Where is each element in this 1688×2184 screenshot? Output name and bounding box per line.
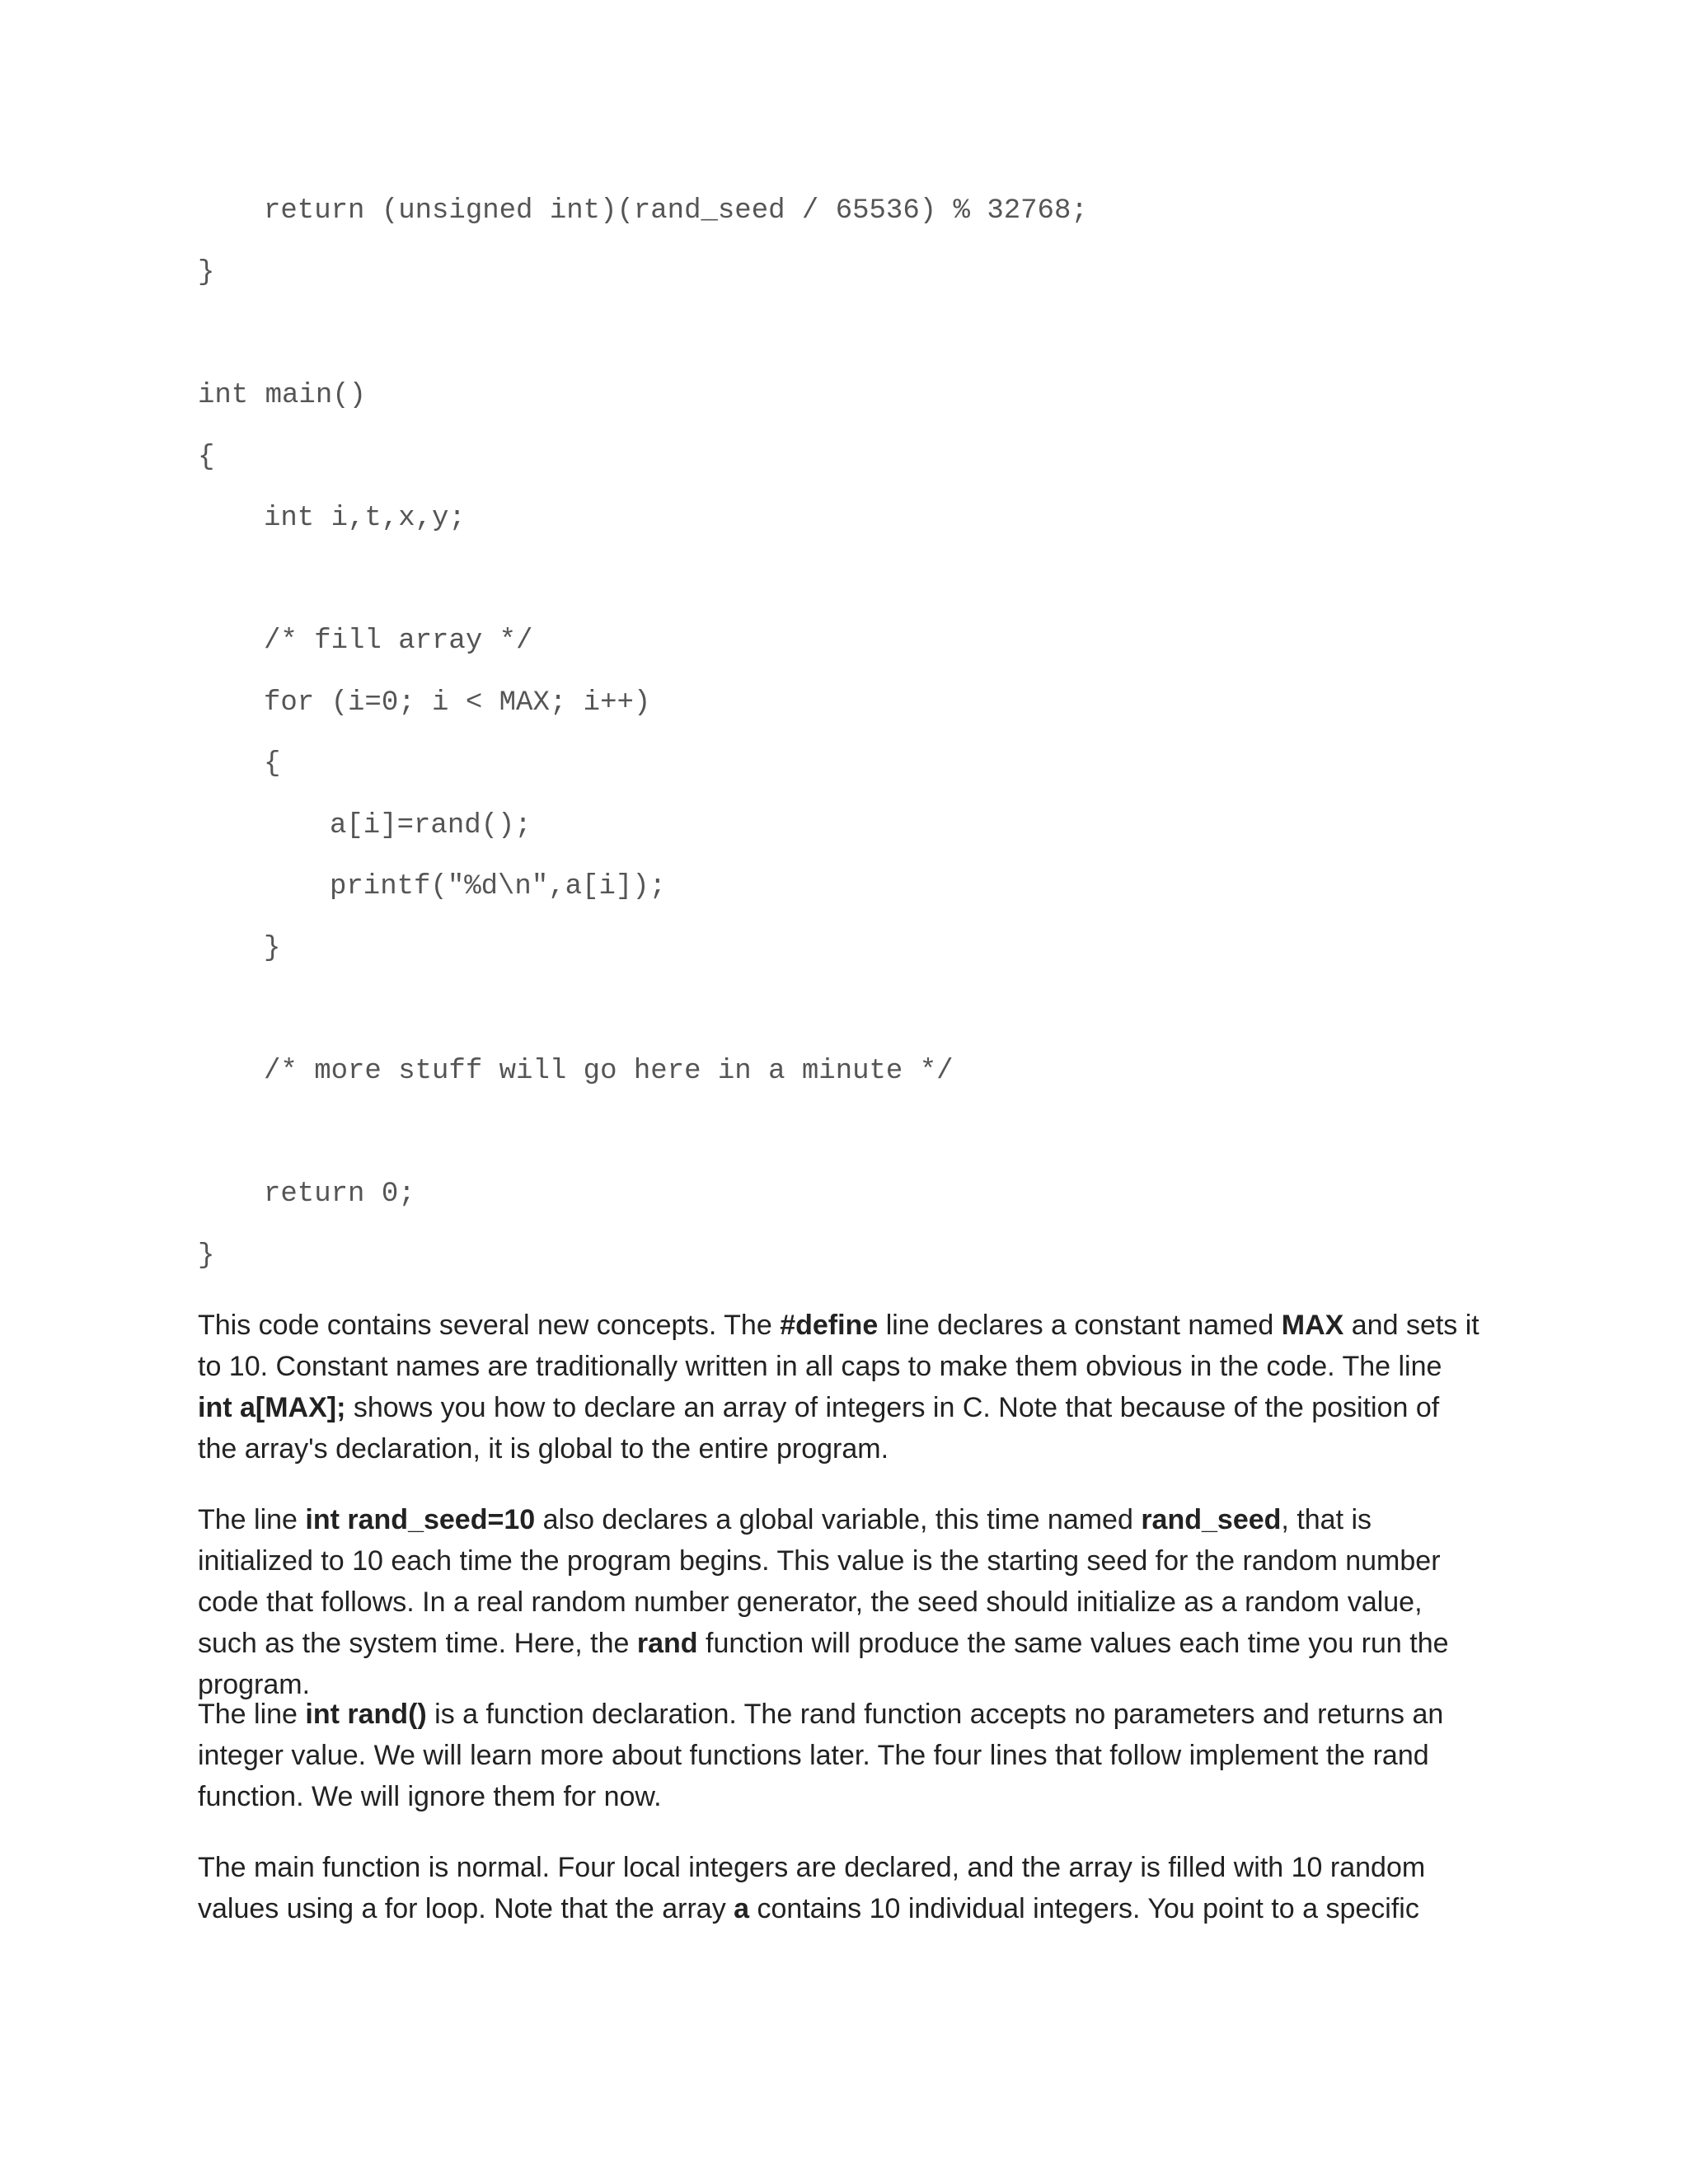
code-line-loop-close-brace: }	[264, 933, 281, 964]
code-line-more-comment: /* more stuff will go here in a minute */	[264, 1056, 954, 1087]
para4-text-1: The main function is normal. Four local integers are declared, and the array is filled with 10 random values using a for loop. Note that the array	[198, 1852, 1426, 1924]
code-line-printf: printf("%d\n",a[i]);	[330, 871, 667, 902]
paragraph-define-explanation	[198, 1305, 1484, 1469]
para1-bold-array-decl: int a[MAX];	[198, 1392, 346, 1423]
para1-bold-max: MAX	[1281, 1310, 1344, 1341]
para2-text-2: also declares a global variable, this time named	[535, 1504, 1142, 1535]
para3-text-1: The line	[198, 1699, 306, 1730]
code-line-return-zero: return 0;	[264, 1179, 415, 1210]
para4-text-2: contains 10 individual integers. You point to a specific	[749, 1893, 1419, 1924]
code-line-local-vars: int i,t,x,y;	[264, 503, 466, 534]
para2-bold-rand-seed: rand_seed	[1141, 1504, 1282, 1535]
code-line-return-rand: return (unsigned int)(rand_seed / 65536) % 32768;	[264, 195, 1088, 227]
code-line-fill-comment: /* fill array */	[264, 626, 533, 657]
para3-text-2: is a function declaration. The rand function accepts no parameters and returns an integer value. We will learn more about functions later. The four lines that follow implement the rand function. We will ignore them for now.	[198, 1699, 1444, 1812]
para1-text-4: shows you how to declare an array of integers in C. Note that because of the position of the array's declaration, it is global to the entire program.	[198, 1392, 1440, 1465]
code-line-assign-rand: a[i]=rand();	[330, 810, 532, 841]
code-line-close-brace: }	[198, 257, 215, 288]
para3-bold-rand-decl: int rand()	[305, 1699, 427, 1730]
para2-text-3: , that is initialized to 10 each time the program begins. This value is the starting seed for the random number code that follows. In a real random number generator, the seed should initialize as a random value, such as the system time. Here, the	[198, 1504, 1441, 1659]
para2-text-1: The line	[198, 1504, 306, 1535]
para1-bold-define: #define	[780, 1310, 879, 1341]
para4-bold-a: a	[734, 1893, 750, 1924]
para1-text-1: This code contains several new concepts. The	[198, 1310, 781, 1341]
para1-text-2: line declares a constant named	[878, 1310, 1282, 1341]
paragraph-main-function-explanation	[198, 1847, 1484, 1929]
code-line-main-signature: int main()	[198, 380, 367, 411]
paragraph-rand-seed-explanation	[198, 1499, 1484, 1705]
para1-text-3: and sets it to 10. Constant names are traditionally written in all caps to make them obvious in the code. The line	[198, 1310, 1479, 1382]
code-line-loop-open-brace: {	[264, 748, 281, 780]
paragraph-rand-function-explanation	[198, 1694, 1484, 1817]
para2-bold-rand-seed-decl: int rand_seed=10	[305, 1504, 536, 1535]
para2-text-4: function will produce the same values each time you run the program.	[198, 1628, 1449, 1700]
para2-bold-rand: rand	[636, 1628, 698, 1659]
code-line-open-brace: {	[198, 442, 215, 473]
code-line-for-loop: for (i=0; i < MAX; i++)	[264, 687, 651, 719]
code-line-main-close-brace: }	[198, 1240, 215, 1272]
